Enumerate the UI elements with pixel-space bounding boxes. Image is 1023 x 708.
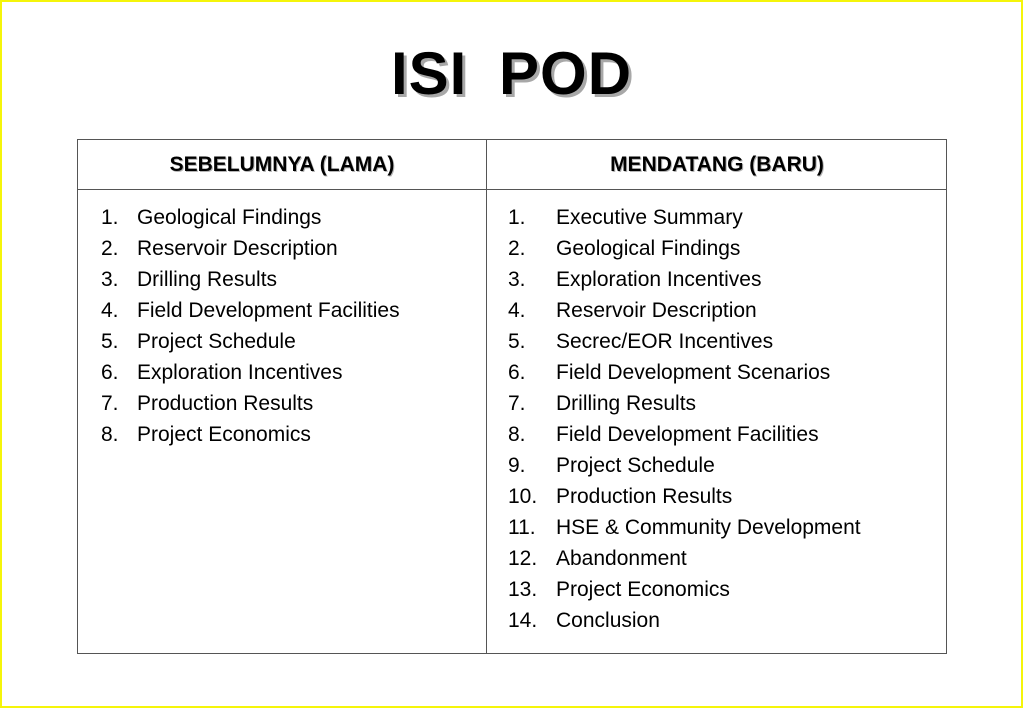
list-item [101, 330, 400, 361]
column-divider [486, 140, 487, 653]
list-item-number: 5. [101, 330, 119, 353]
list-item [508, 268, 861, 299]
list-item [101, 268, 400, 299]
list-item-number: 7. [101, 392, 119, 415]
old-contents-list [101, 206, 400, 454]
list-item [508, 330, 861, 361]
list-item [101, 206, 400, 237]
new-contents-list [508, 206, 861, 640]
list-item-number: 5. [508, 330, 526, 353]
list-item [101, 299, 400, 330]
right-column-header: MENDATANG (BARU) [610, 152, 824, 176]
list-item [101, 392, 400, 423]
list-item-label: Executive Summary [556, 206, 743, 229]
left-column-header: SEBELUMNYA (LAMA) [169, 152, 395, 176]
list-item-number: 12. [508, 547, 538, 570]
list-item-label: Project Schedule [137, 330, 296, 353]
list-item-label: Project Economics [137, 423, 311, 446]
list-item [508, 423, 861, 454]
list-item [508, 392, 861, 423]
list-item-number: 4. [508, 299, 526, 322]
list-item-label: Field Development Scenarios [556, 361, 831, 384]
header-divider [78, 189, 946, 190]
list-item [101, 423, 400, 454]
list-item-number: 13. [508, 578, 538, 601]
list-item-label: Conclusion [556, 609, 660, 632]
list-item-number: 1. [508, 206, 526, 229]
list-item [508, 237, 861, 268]
list-item-label: Field Development Facilities [556, 423, 819, 446]
list-item-label: Abandonment [556, 547, 687, 570]
list-item-label: Exploration Incentives [137, 361, 343, 384]
list-item-number: 3. [508, 268, 526, 291]
list-item [508, 454, 861, 485]
list-item [508, 547, 861, 578]
list-item-number: 3. [101, 268, 119, 291]
list-item-number: 7. [508, 392, 526, 415]
list-item-number: 1. [101, 206, 119, 229]
list-item-number: 10. [508, 485, 538, 508]
list-item-number: 6. [101, 361, 119, 384]
list-item [508, 609, 861, 640]
list-item [508, 206, 861, 237]
list-item-label: Geological Findings [137, 206, 322, 229]
list-item-label: Drilling Results [137, 268, 278, 291]
list-item-label: Production Results [556, 485, 733, 508]
list-item-label: Reservoir Description [137, 237, 338, 260]
list-item [101, 361, 400, 392]
list-item-label: Field Development Facilities [137, 299, 400, 322]
list-item-number: 2. [508, 237, 526, 260]
list-item [101, 237, 400, 268]
list-item-number: 8. [508, 423, 526, 446]
list-item-label: Project Economics [556, 578, 730, 601]
list-item-label: Geological Findings [556, 237, 741, 260]
list-item-label: Project Schedule [556, 454, 715, 477]
list-item-number: 4. [101, 299, 119, 322]
list-item-number: 14. [508, 609, 538, 632]
list-item-number: 8. [101, 423, 119, 446]
list-item-label: Drilling Results [556, 392, 697, 415]
list-item [508, 516, 861, 547]
list-item-label: Exploration Incentives [556, 268, 762, 291]
list-item-label: Reservoir Description [556, 299, 757, 322]
list-item-label: HSE & Community Development [556, 516, 861, 539]
list-item-number: 2. [101, 237, 119, 260]
page-title: ISI POD [390, 40, 633, 107]
list-item [508, 361, 861, 392]
comparison-table [77, 139, 947, 654]
list-item-label: Secrec/EOR Incentives [556, 330, 774, 353]
list-item-label: Production Results [137, 392, 314, 415]
list-item [508, 299, 861, 330]
list-item-number: 11. [508, 516, 536, 539]
list-item-number: 6. [508, 361, 526, 384]
list-item [508, 485, 861, 516]
list-item [508, 578, 861, 609]
list-item-number: 9. [508, 454, 526, 477]
